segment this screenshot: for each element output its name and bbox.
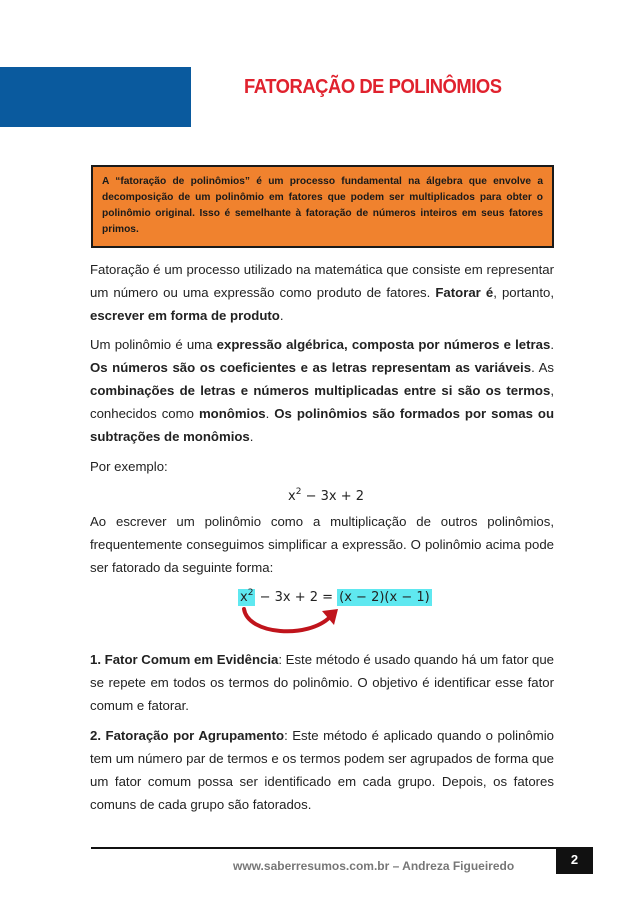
- method-text: : Este método é usado quando há um fator que se repete em todos os termos do polinômio. O objetivo é identificar esse fator comum e fatorar.: [90, 652, 555, 713]
- bold-span: expressão algébrica, composta por números e letras: [216, 337, 551, 352]
- curved-arrow-icon: [238, 605, 348, 637]
- method-title: 2. Fatoração por Agrupamento: [90, 728, 285, 743]
- method-text: : Este método é aplicado quando o polinômio tem um número par de termos e os termos podem ser agrupados de forma que um fator comum possa ser identificado em cada grupo. Depois, os fatores comuns de cada grupo são fatorados.: [90, 728, 554, 812]
- highlight-factored: (x − 2)(x − 1): [339, 590, 430, 605]
- footer-credit: www.saberresumos.com.br – Andreza Figueiredo: [233, 859, 515, 873]
- bold-span: combinações de letras e números multiplicadas entre si são os termos: [90, 383, 551, 398]
- text-span: Fatoração é um processo utilizado na matemática que consiste em representar um número ou uma expressão como produto de fatores.: [90, 262, 554, 300]
- formula-middle: − 3x + 2 =: [255, 590, 338, 605]
- formula-exponent: 2: [247, 588, 254, 598]
- text-span: .: [249, 429, 254, 444]
- formula-base: x: [240, 590, 248, 605]
- formula-rest: − 3x + 2: [301, 489, 364, 504]
- text-span: .: [550, 337, 554, 352]
- paragraph-factoring: Ao escrever um polinômio como a multiplicação de outros polinômios, frequentemente conseguimos simplificar a expressão. O polinômio acima pode ser fatorado da seguinte forma:: [90, 514, 554, 575]
- text-span: .: [265, 406, 275, 421]
- text-span: , conhecidos como: [90, 383, 554, 421]
- highlight-x-squared: [238, 589, 255, 606]
- method-grouping: [90, 724, 554, 816]
- formula-factored: [238, 588, 432, 605]
- bold-span: Os números são os coeficientes e as letras representam as variáveis: [90, 360, 532, 375]
- text-span: .: [279, 308, 284, 323]
- page-title: FATORAÇÃO DE POLINÔMIOS: [244, 76, 502, 98]
- formula-exponent: 2: [295, 487, 302, 497]
- page-number: 2: [556, 848, 593, 874]
- formula-base: x: [288, 489, 296, 504]
- paragraph-polynomial: [90, 333, 554, 448]
- bold-span: escrever em forma de produto: [90, 308, 280, 323]
- method-common-factor: [90, 648, 554, 717]
- example-label: Por exemplo:: [90, 459, 168, 474]
- bold-span: monômios: [198, 406, 266, 421]
- method-title: 1. Fator Comum em Evidência: [90, 652, 279, 667]
- bold-span: Fatorar é: [435, 285, 494, 300]
- bold-span: Os polinômios são formados por somas ou subtrações de monômios: [90, 406, 555, 444]
- header-bar: [0, 67, 191, 127]
- intro-box: A “fatoração de polinômios” é um processo fundamental na álgebra que envolve a decomposição de um polinômio em fatores que podem ser multiplicados para obter o polinômio original. Isso é semelhante à fatoração de números inteiros em seus fatores primos.: [91, 165, 554, 248]
- text-span: , portanto,: [493, 285, 554, 300]
- formula-polynomial: [288, 487, 364, 504]
- text-span: . As: [531, 360, 554, 375]
- text-span: Um polinômio é uma: [90, 337, 217, 352]
- footer-divider: [91, 847, 593, 849]
- paragraph-definition: [90, 258, 554, 327]
